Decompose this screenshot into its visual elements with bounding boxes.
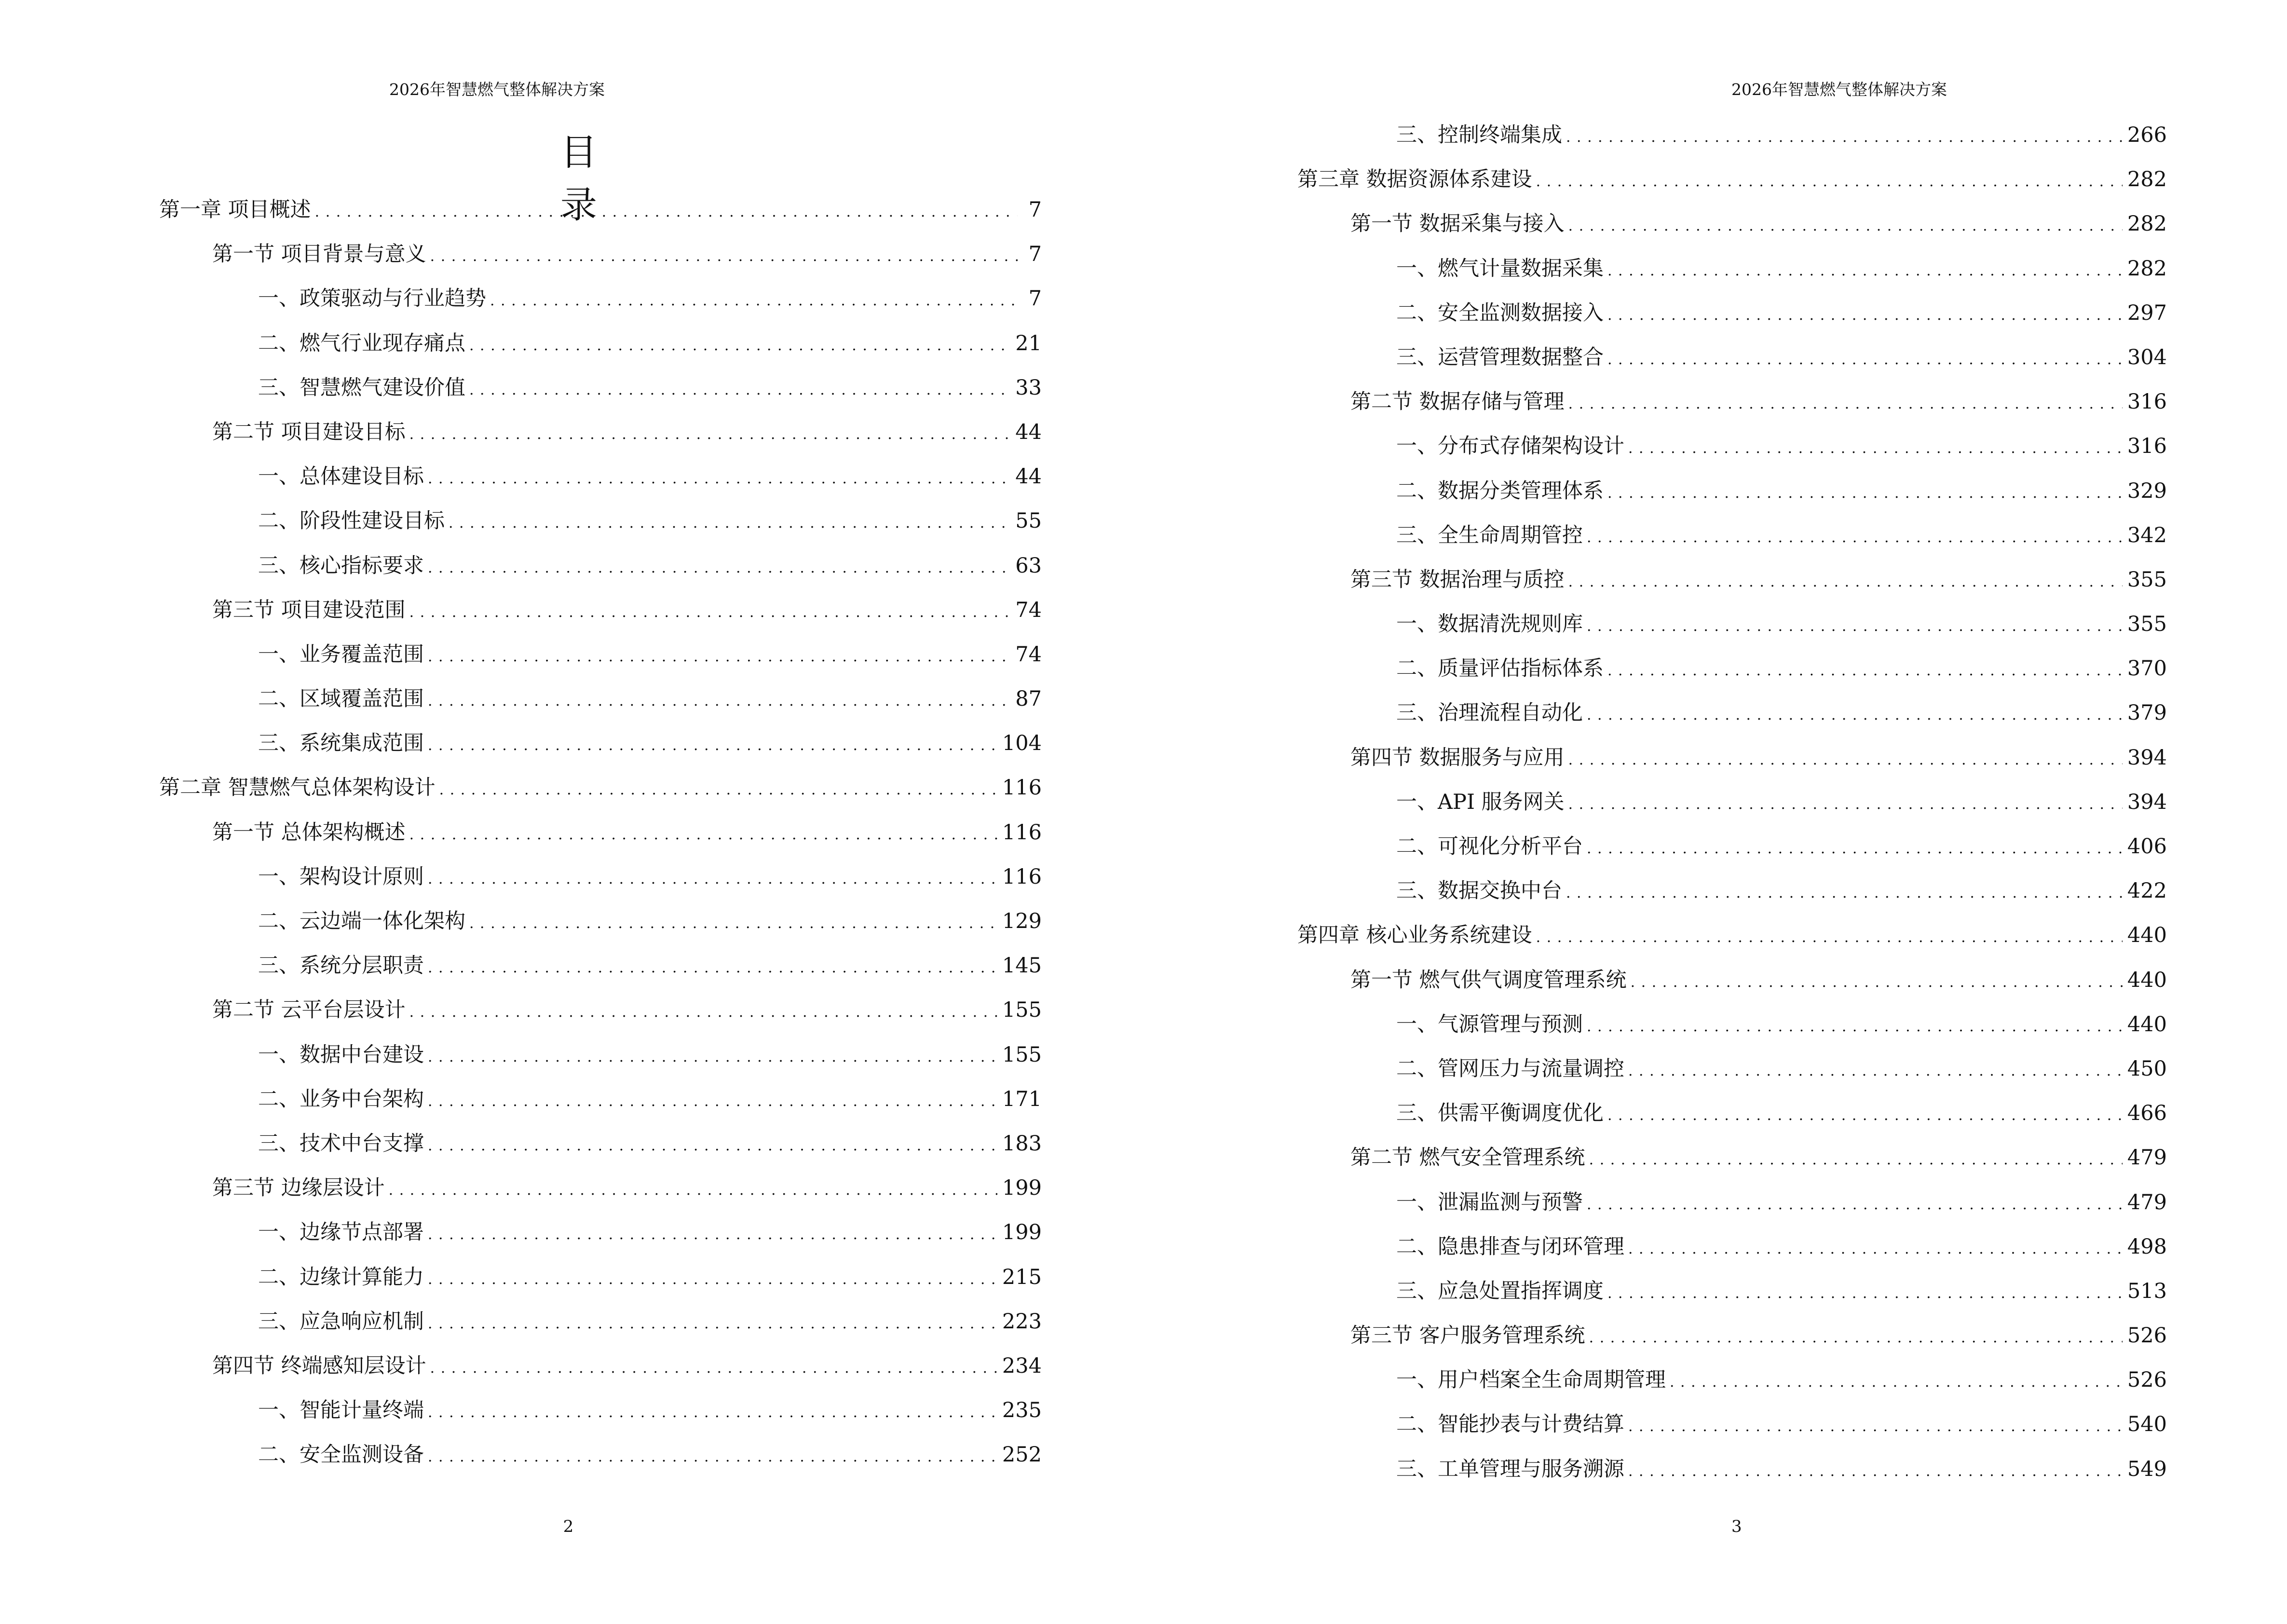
- toc-entry-page-number: 282: [2127, 167, 2167, 192]
- toc-entry-label: 二、安全监测数据接入: [1396, 300, 1604, 325]
- toc-entry-page-number: 479: [2127, 1190, 2167, 1215]
- toc-entry-page-number: 116: [1002, 776, 1042, 800]
- toc-entry-label: 二、智能抄表与计费结算: [1396, 1412, 1624, 1437]
- toc-entry-page-number: 498: [2127, 1234, 2167, 1259]
- toc-entry-page-number: 394: [2127, 745, 2167, 770]
- toc-entry-section[interactable]: [159, 596, 1042, 640]
- toc-entry-page-number: 7: [1028, 287, 1042, 311]
- toc-entry-subsection[interactable]: [1297, 1365, 2167, 1410]
- dot-leader: [1587, 701, 2123, 730]
- toc-entry-section[interactable]: [159, 818, 1042, 862]
- toc-entry-label: 一、分布式存储架构设计: [1396, 434, 1624, 459]
- toc-entry-label: 一、架构设计原则: [258, 864, 424, 889]
- dot-leader: [1670, 1368, 2123, 1397]
- toc-entry-label: 二、质量评估指标体系: [1396, 656, 1604, 681]
- toc-entry-chapter[interactable]: [159, 195, 1042, 240]
- toc-entry-page-number: 55: [1015, 509, 1042, 533]
- toc-entry-label: 第二章 智慧燃气总体架构设计: [159, 776, 436, 800]
- toc-entry-subsection[interactable]: [1297, 477, 2167, 521]
- dot-leader: [428, 1132, 997, 1160]
- toc-entry-page-number: 63: [1015, 553, 1042, 578]
- toc-entry-subsection[interactable]: [159, 462, 1042, 506]
- toc-entry-label: 三、应急响应机制: [258, 1309, 424, 1334]
- toc-entry-subsection[interactable]: [159, 951, 1042, 996]
- dot-leader: [1628, 1057, 2123, 1086]
- toc-entry-label: 二、数据分类管理体系: [1396, 478, 1604, 503]
- toc-entry-page-number: 406: [2127, 834, 2167, 859]
- toc-entry-subsection[interactable]: [159, 862, 1042, 907]
- toc-entry-page-number: 513: [2127, 1279, 2167, 1303]
- toc-entry-label: 三、运营管理数据整合: [1396, 345, 1604, 369]
- toc-entry-label: 第一节 燃气供气调度管理系统: [1350, 968, 1627, 992]
- toc-entry-label: 三、智慧燃气建设价值: [258, 375, 465, 400]
- dot-leader: [428, 1398, 997, 1427]
- toc-entry-page-number: 342: [2127, 523, 2167, 547]
- toc-entry-page-number: 234: [1002, 1353, 1042, 1378]
- toc-entry-subsection[interactable]: [1297, 521, 2167, 565]
- toc-entry-subsection[interactable]: [1297, 343, 2167, 387]
- toc-entry-section[interactable]: [159, 996, 1042, 1040]
- toc-entry-page-number: 329: [2127, 478, 2167, 503]
- toc-entry-page-number: 199: [1002, 1176, 1042, 1201]
- toc-entry-chapter[interactable]: [1297, 921, 2167, 965]
- toc-entry-label: 三、应急处置指挥调度: [1396, 1279, 1604, 1303]
- dot-leader: [469, 331, 1010, 360]
- toc-entry-subsection[interactable]: [1297, 832, 2167, 876]
- dot-leader: [1589, 1146, 2123, 1174]
- dot-leader: [1628, 1412, 2123, 1441]
- dot-leader: [1587, 834, 2123, 863]
- toc-entry-subsection[interactable]: [159, 1085, 1042, 1129]
- dot-leader: [1631, 968, 2123, 997]
- dot-leader: [1607, 1101, 2123, 1130]
- toc-entry-page-number: 104: [1002, 731, 1042, 756]
- toc-entry-label: 三、全生命周期管控: [1396, 523, 1583, 547]
- toc-entry-page-number: 370: [2127, 656, 2167, 681]
- toc-entry-page-number: 526: [2127, 1368, 2167, 1392]
- toc-entry-label: 第二节 云平台层设计: [212, 998, 406, 1023]
- toc-entry-label: 第二节 燃气安全管理系统: [1350, 1146, 1585, 1170]
- toc-entry-label: 一、数据中台建设: [258, 1042, 424, 1067]
- dot-leader: [439, 776, 997, 805]
- toc-entry-page-number: 44: [1015, 464, 1042, 489]
- toc-entry-page-number: 21: [1015, 331, 1042, 355]
- toc-entry-page-number: 44: [1015, 420, 1042, 444]
- toc-entry-page-number: 7: [1028, 198, 1042, 222]
- toc-entry-label: 第一节 项目背景与意义: [212, 242, 426, 267]
- toc-entry-label: 三、工单管理与服务溯源: [1396, 1457, 1624, 1481]
- toc-entry-page-number: 355: [2127, 612, 2167, 637]
- dot-leader: [1566, 879, 2123, 908]
- dot-leader: [409, 820, 997, 849]
- toc-entry-subsection[interactable]: [1297, 788, 2167, 832]
- toc-entry-subsection[interactable]: [159, 1218, 1042, 1262]
- toc-entry-page-number: 450: [2127, 1056, 2167, 1081]
- toc-entry-label: 三、系统集成范围: [258, 731, 424, 756]
- toc-entry-page-number: 440: [2127, 923, 2167, 948]
- toc-entry-subsection[interactable]: [1297, 254, 2167, 299]
- toc-entry-chapter[interactable]: [1297, 165, 2167, 209]
- dot-leader: [1587, 1190, 2123, 1219]
- dot-leader: [1568, 212, 2123, 241]
- toc-entry-subsection[interactable]: [159, 1040, 1042, 1085]
- page-number: 3: [1731, 1517, 1742, 1536]
- toc-entry-page-number: 440: [2127, 1012, 2167, 1037]
- toc-entry-page-number: 155: [1002, 998, 1042, 1023]
- dot-leader: [389, 1176, 997, 1205]
- toc-entry-label: 第一节 总体架构概述: [212, 820, 406, 845]
- toc-entry-label: 第三节 客户服务管理系统: [1350, 1324, 1585, 1348]
- toc-entry-label: 一、燃气计量数据采集: [1396, 256, 1604, 281]
- toc-entry-subsection[interactable]: [159, 729, 1042, 773]
- toc-entry-subsection[interactable]: [1297, 1099, 2167, 1143]
- dot-leader: [1587, 1012, 2123, 1041]
- toc-entry-subsection[interactable]: [159, 1263, 1042, 1307]
- dot-leader: [428, 1265, 997, 1294]
- dot-leader: [428, 1220, 997, 1249]
- toc-entry-label: 二、管网压力与流量调控: [1396, 1056, 1624, 1081]
- toc-entry-label: 第四节 终端感知层设计: [212, 1353, 426, 1378]
- toc-entry-page-number: 74: [1015, 598, 1042, 622]
- toc-entry-page-number: 355: [2127, 567, 2167, 592]
- toc-entry-label: 第三章 数据资源体系建设: [1297, 167, 1532, 192]
- toc-entry-label: 一、数据清洗规则库: [1396, 612, 1583, 637]
- toc-entry-page-number: 252: [1002, 1443, 1042, 1467]
- dot-leader: [409, 998, 997, 1027]
- toc-entry-page-number: 394: [2127, 790, 2167, 814]
- toc-entry-label: 二、业务中台架构: [258, 1087, 424, 1111]
- toc-entry-subsection[interactable]: [159, 640, 1042, 684]
- toc-entry-label: 三、系统分层职责: [258, 954, 424, 978]
- toc-entry-section[interactable]: [1297, 743, 2167, 788]
- dot-leader: [1587, 612, 2123, 641]
- dot-leader: [1568, 568, 2123, 597]
- dot-leader: [1628, 1457, 2123, 1486]
- toc-entry-label: 三、治理流程自动化: [1396, 701, 1583, 725]
- toc-entry-label: 一、用户档案全生命周期管理: [1396, 1368, 1666, 1392]
- toc-entry-label: 二、安全监测设备: [258, 1443, 424, 1467]
- toc-entry-label: 第三节 项目建设范围: [212, 598, 406, 622]
- dot-leader: [428, 1310, 997, 1338]
- dot-leader: [428, 1087, 997, 1116]
- dot-leader: [469, 376, 1010, 405]
- toc-entry-section[interactable]: [159, 240, 1042, 284]
- toc-entry-label: 三、核心指标要求: [258, 553, 424, 578]
- toc-page-right: [1144, 0, 2287, 1624]
- dot-leader: [1628, 434, 2123, 463]
- toc-entry-page-number: 155: [1002, 1042, 1042, 1067]
- toc-entry-subsection[interactable]: [1297, 1232, 2167, 1277]
- dot-leader: [430, 1354, 997, 1383]
- toc-entry-page-number: 183: [1002, 1131, 1042, 1156]
- toc-entry-subsection[interactable]: [159, 1440, 1042, 1485]
- toc-entry-label: 第二节 项目建设目标: [212, 420, 406, 444]
- toc-entry-subsection[interactable]: [1297, 121, 2167, 165]
- toc-entry-section[interactable]: [159, 1351, 1042, 1396]
- toc-entry-label: 一、业务覆盖范围: [258, 642, 424, 667]
- dot-leader: [1568, 390, 2123, 419]
- toc-entry-chapter[interactable]: [159, 773, 1042, 818]
- running-header: 2026年智慧燃气整体解决方案: [389, 80, 605, 99]
- toc-entry-label: 三、供需平衡调度优化: [1396, 1101, 1604, 1126]
- running-header: 2026年智慧燃气整体解决方案: [1731, 80, 1947, 99]
- toc-title: 目 录: [560, 131, 616, 226]
- toc-entry-page-number: 282: [2127, 256, 2167, 281]
- toc-entry-page-number: 297: [2127, 300, 2167, 325]
- dot-leader: [1568, 746, 2123, 775]
- toc-entry-section[interactable]: [1297, 387, 2167, 432]
- toc-entry-page-number: 74: [1015, 642, 1042, 667]
- toc-entry-page-number: 526: [2127, 1324, 2167, 1348]
- toc-entry-page-number: 235: [1002, 1398, 1042, 1423]
- toc-entry-label: 一、智能计量终端: [258, 1398, 424, 1423]
- toc-entry-page-number: 33: [1015, 375, 1042, 400]
- toc-entry-page-number: 171: [1002, 1087, 1042, 1111]
- dot-leader: [1568, 790, 2123, 819]
- toc-entry-subsection[interactable]: [1297, 1455, 2167, 1499]
- dot-leader: [428, 554, 1010, 583]
- toc-entry-page-number: 316: [2127, 390, 2167, 414]
- toc-entry-page-number: 7: [1028, 242, 1042, 267]
- toc-entry-page-number: 129: [1002, 909, 1042, 933]
- toc-entry-label: 二、阶段性建设目标: [258, 509, 445, 533]
- dot-leader: [409, 420, 1011, 449]
- toc-entry-page-number: 479: [2127, 1146, 2167, 1170]
- dot-leader: [1607, 656, 2123, 685]
- toc-entry-page-number: 223: [1002, 1309, 1042, 1334]
- toc-entry-subsection[interactable]: [1297, 1410, 2167, 1454]
- dot-leader: [428, 1043, 997, 1072]
- dot-leader: [428, 464, 1010, 493]
- toc-entry-label: 一、API 服务网关: [1396, 790, 1565, 814]
- toc-entry-subsection[interactable]: [159, 373, 1042, 418]
- toc-entry-section[interactable]: [159, 1174, 1042, 1218]
- dot-leader: [428, 1443, 997, 1472]
- toc-entry-subsection[interactable]: [1297, 1010, 2167, 1054]
- toc-entry-page-number: 145: [1002, 954, 1042, 978]
- toc-entry-section[interactable]: [1297, 209, 2167, 254]
- toc-entry-label: 第二节 数据存储与管理: [1350, 390, 1565, 414]
- toc-entry-label: 第四节 数据服务与应用: [1350, 745, 1565, 770]
- toc-entry-subsection[interactable]: [159, 1129, 1042, 1174]
- toc-entry-page-number: 466: [2127, 1101, 2167, 1126]
- toc-entry-label: 一、泄漏监测与预警: [1396, 1190, 1583, 1215]
- toc-entry-page-number: 316: [2127, 434, 2167, 459]
- toc-entry-subsection[interactable]: [159, 907, 1042, 951]
- toc-entry-page-number: 215: [1002, 1265, 1042, 1289]
- toc-entry-page-number: 116: [1002, 864, 1042, 889]
- toc-entry-label: 二、区域覆盖范围: [258, 687, 424, 711]
- toc-entry-page-number: 282: [2127, 212, 2167, 236]
- dot-leader: [449, 509, 1010, 538]
- toc-entry-label: 第一章 项目概述: [159, 198, 311, 222]
- toc-entry-subsection[interactable]: [1297, 876, 2167, 921]
- toc-entry-label: 第三节 边缘层设计: [212, 1176, 385, 1201]
- toc-entry-subsection[interactable]: [1297, 654, 2167, 698]
- toc-entry-section[interactable]: [1297, 565, 2167, 610]
- toc-entry-section[interactable]: [1297, 1321, 2167, 1365]
- toc-entry-subsection[interactable]: [1297, 1277, 2167, 1321]
- toc-entry-label: 三、技术中台支撑: [258, 1131, 424, 1156]
- toc-entry-page-number: 549: [2127, 1457, 2167, 1481]
- toc-list: [159, 195, 1042, 1485]
- toc-entry-label: 二、云边端一体化架构: [258, 909, 465, 933]
- toc-entry-label: 第一节 数据采集与接入: [1350, 212, 1565, 236]
- toc-entry-section[interactable]: [159, 418, 1042, 462]
- dot-leader: [1589, 1324, 2123, 1352]
- dot-leader: [409, 598, 1011, 627]
- toc-entry-label: 三、控制终端集成: [1396, 123, 1562, 147]
- toc-entry-subsection[interactable]: [1297, 1054, 2167, 1099]
- dot-leader: [1607, 1279, 2123, 1308]
- dot-leader: [469, 909, 997, 938]
- dot-leader: [428, 865, 997, 894]
- toc-entry-label: 第四章 核心业务系统建设: [1297, 923, 1532, 948]
- toc-entry-label: 一、总体建设目标: [258, 464, 424, 489]
- toc-entry-page-number: 440: [2127, 968, 2167, 992]
- toc-entry-label: 二、可视化分析平台: [1396, 834, 1583, 859]
- toc-entry-subsection[interactable]: [1297, 1188, 2167, 1232]
- dot-leader: [1566, 123, 2123, 152]
- dot-leader: [430, 242, 1018, 271]
- toc-list: [1297, 121, 2167, 1499]
- toc-entry-label: 二、燃气行业现存痛点: [258, 331, 465, 355]
- toc-entry-page-number: 87: [1015, 687, 1042, 711]
- toc-entry-subsection[interactable]: [159, 329, 1042, 373]
- page-number: 2: [563, 1517, 574, 1536]
- dot-leader: [428, 954, 997, 983]
- toc-entry-page-number: 266: [2127, 123, 2167, 147]
- toc-entry-subsection[interactable]: [159, 551, 1042, 596]
- toc-entry-subsection[interactable]: [159, 506, 1042, 551]
- toc-entry-page-number: 422: [2127, 879, 2167, 903]
- dot-leader: [490, 287, 1018, 315]
- toc-entry-page-number: 379: [2127, 701, 2167, 725]
- dot-leader: [1607, 301, 2123, 330]
- toc-entry-label: 一、边缘节点部署: [258, 1220, 424, 1245]
- toc-entry-page-number: 199: [1002, 1220, 1042, 1245]
- dot-leader: [428, 731, 997, 760]
- toc-entry-label: 二、隐患排查与闭环管理: [1396, 1234, 1624, 1259]
- toc-entry-page-number: 304: [2127, 345, 2167, 369]
- dot-leader: [1607, 345, 2123, 374]
- dot-leader: [428, 642, 1010, 671]
- toc-entry-subsection[interactable]: [1297, 698, 2167, 743]
- toc-entry-page-number: 116: [1002, 820, 1042, 845]
- toc-entry-label: 一、政策驱动与行业趋势: [258, 287, 486, 311]
- toc-entry-section[interactable]: [1297, 1143, 2167, 1187]
- toc-entry-label: 二、边缘计算能力: [258, 1265, 424, 1289]
- toc-entry-subsection[interactable]: [159, 284, 1042, 328]
- toc-entry-subsection[interactable]: [159, 1396, 1042, 1440]
- dot-leader: [1587, 523, 2123, 552]
- toc-entry-subsection[interactable]: [159, 1307, 1042, 1351]
- toc-entry-subsection[interactable]: [1297, 432, 2167, 476]
- toc-entry-subsection[interactable]: [1297, 299, 2167, 343]
- toc-entry-label: 三、数据交换中台: [1396, 879, 1562, 903]
- toc-entry-label: 一、气源管理与预测: [1396, 1012, 1583, 1037]
- toc-entry-label: 第三节 数据治理与质控: [1350, 567, 1565, 592]
- dot-leader: [428, 687, 1010, 716]
- dot-leader: [1628, 1235, 2123, 1264]
- dot-leader: [315, 198, 1018, 227]
- toc-entry-subsection[interactable]: [1297, 610, 2167, 654]
- dot-leader: [1536, 167, 2123, 196]
- dot-leader: [1607, 257, 2123, 286]
- dot-leader: [1536, 923, 2123, 952]
- toc-entry-page-number: 540: [2127, 1412, 2167, 1437]
- dot-leader: [1607, 479, 2123, 508]
- toc-entry-section[interactable]: [1297, 966, 2167, 1010]
- toc-entry-subsection[interactable]: [159, 684, 1042, 729]
